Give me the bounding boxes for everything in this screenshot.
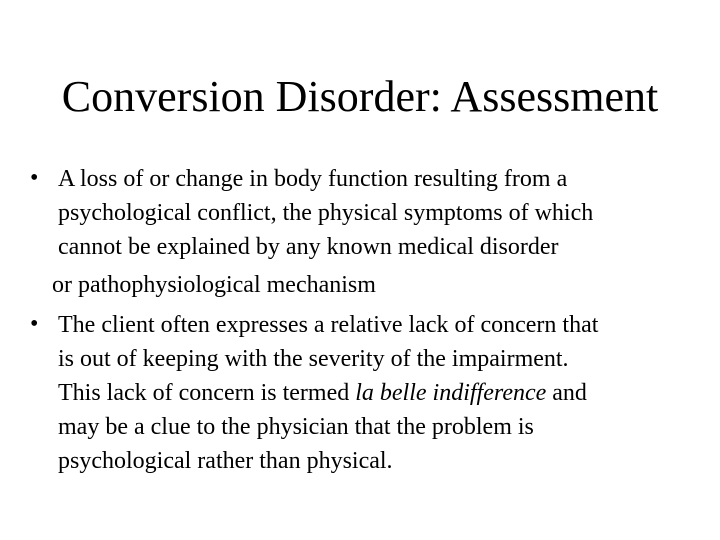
slide-title: Conversion Disorder: Assessment <box>61 72 659 121</box>
bullet1-line: psychological conflict, the physical symptoms of which <box>58 200 594 226</box>
text: and <box>546 380 587 406</box>
term-emphasis: la belle indifference <box>355 380 547 406</box>
bullet1-line: cannot be explained by any known medical disorder <box>58 234 559 260</box>
bullet2-line: is out of keeping with the severity of the impairment. <box>58 346 569 372</box>
bullet2-line: The client often expresses a relative lack of concern that <box>58 312 599 338</box>
bullet2-line: psychological rather than physical. <box>58 448 393 474</box>
bullet1-line: or pathophysiological mechanism <box>52 272 376 298</box>
bullet2-line: may be a clue to the physician that the problem is <box>58 414 534 440</box>
text: This lack of concern is termed <box>58 380 356 406</box>
bullet1-line: A loss of or change in body function resulting from a <box>58 166 568 192</box>
bullet-icon: • <box>30 165 39 191</box>
bullet-icon: • <box>30 311 39 337</box>
bullet2-line <box>58 379 587 408</box>
